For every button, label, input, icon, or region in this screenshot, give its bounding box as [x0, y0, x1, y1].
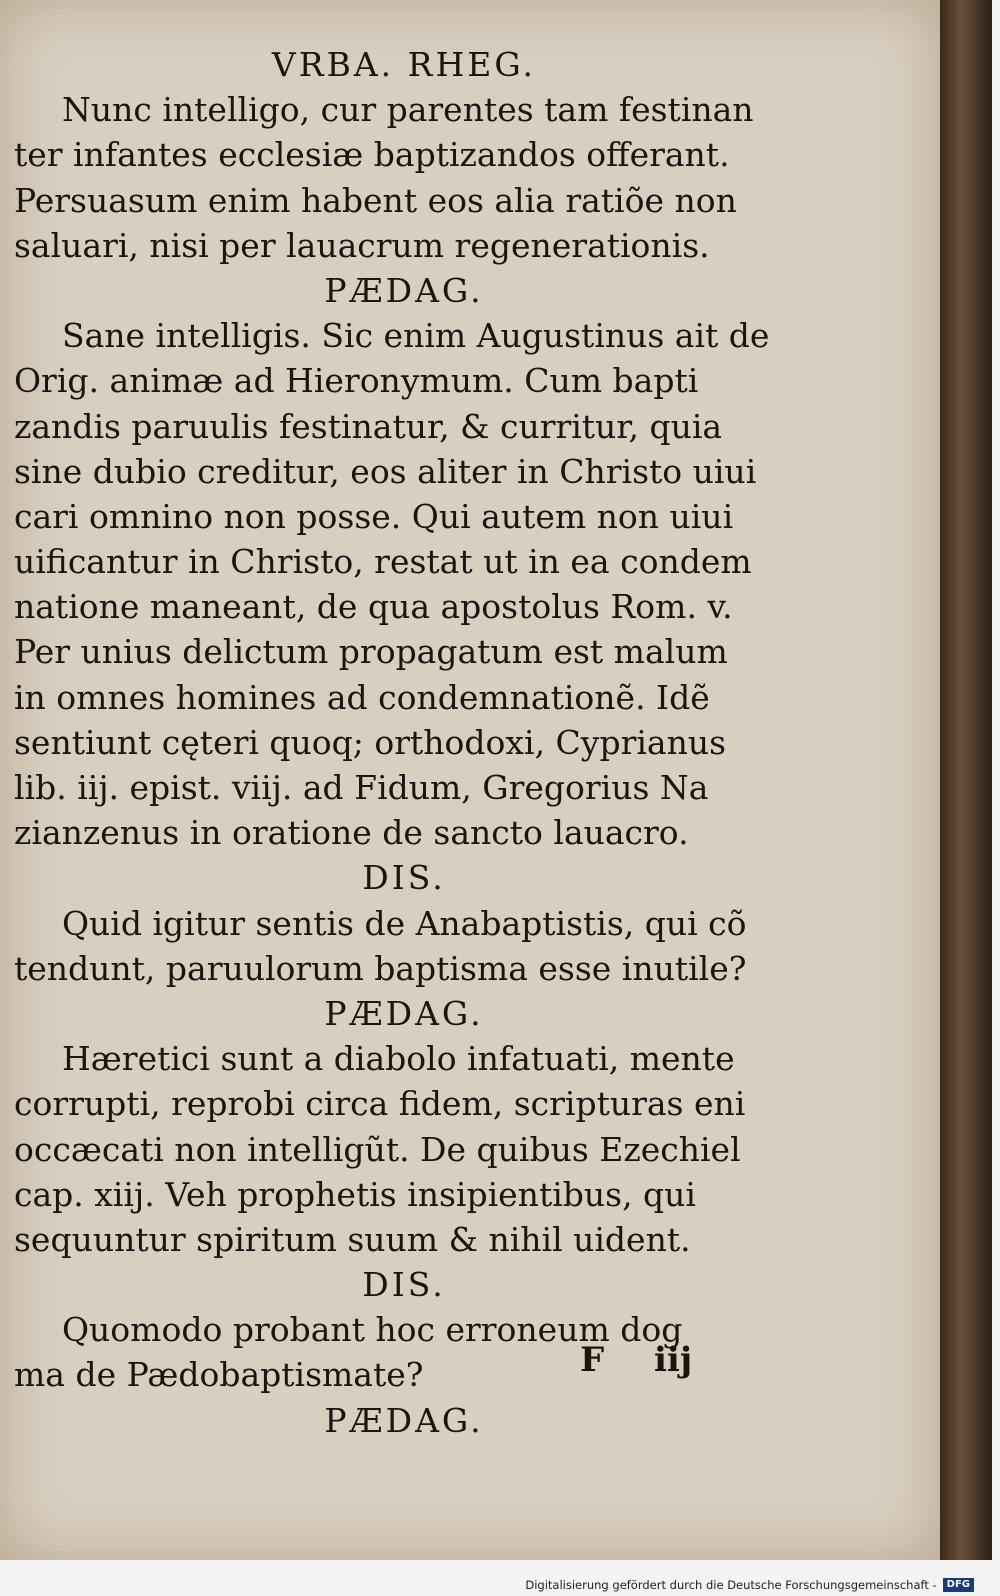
- text-line: corrupti, reprobi circa fidem, scripturas eni: [14, 1084, 746, 1124]
- text-line: saluari, nisi per lauacrum regenerationis.: [14, 225, 710, 265]
- speaker-label: PÆDAG.: [324, 993, 484, 1033]
- text-line: zandis paruulis festinatur, & curritur, quia: [14, 406, 723, 446]
- text-line: Hæretici sunt a diabolo infatuati, mente: [62, 1039, 735, 1079]
- text-line: Quomodo probant hoc erroneum dog: [62, 1310, 683, 1350]
- text-block: [14, 42, 794, 1443]
- text-line: Sane intelligis. Sic enim Augustinus ait de: [62, 316, 770, 356]
- speaker-label: PÆDAG.: [324, 1400, 484, 1440]
- text-line: zianzenus in oratione de sancto lauacro.: [14, 813, 689, 853]
- text-line: ma de Pædobaptismate?: [14, 1355, 424, 1395]
- text-line: Orig. animæ ad Hieronymum. Cum bapti: [14, 361, 699, 401]
- text-line: cap. xiij. Veh prophetis insipientibus, qui: [14, 1174, 696, 1214]
- text-line: cari omnino non posse. Qui autem non uiui: [14, 496, 734, 536]
- signature-letter: F: [580, 1340, 605, 1380]
- signature-mark: [580, 1340, 730, 1380]
- footer-credit: Digitalisierung gefördert durch die Deutsche Forschungsgemeinschaft -: [525, 1578, 937, 1592]
- text-line: Persuasum enim habent eos alia ratiõe non: [14, 180, 737, 220]
- speaker-label: DIS.: [362, 858, 446, 898]
- text-line: sequuntur spiritum suum & nihil uident.: [14, 1219, 691, 1259]
- digitization-footer: [525, 1578, 974, 1592]
- text-line: Nunc intelligo, cur parentes tam festinan: [62, 90, 754, 130]
- text-line: uificantur in Christo, restat ut in ea condem: [14, 542, 752, 582]
- text-line: Per unius delictum propagatum est malum: [14, 632, 728, 672]
- speaker-label: DIS.: [362, 1265, 446, 1305]
- text-line: lib. iij. epist. viij. ad Fidum, Gregorius Na: [14, 768, 709, 807]
- book-binding-edge: [940, 0, 992, 1560]
- text-line: tendunt, paruulorum baptisma esse inutile?: [14, 948, 747, 988]
- text-line: ter infantes ecclesiæ baptizandos offerant.: [14, 135, 730, 175]
- text-line: in omnes homines ad condemnationẽ. Idẽ: [14, 677, 710, 717]
- text-line: Quid igitur sentis de Anabaptistis, qui cõ: [62, 903, 747, 943]
- text-line: sine dubio creditur, eos aliter in Christo uiui: [14, 451, 757, 491]
- text-line: natione maneant, de qua apostolus Rom. v.: [14, 587, 733, 627]
- running-header: VRBA. RHEG.: [271, 45, 537, 84]
- text-line: occæcati non intelligũt. De quibus Ezechiel: [14, 1129, 741, 1169]
- dfg-logo: DFG: [943, 1578, 974, 1592]
- speaker-label: PÆDAG.: [324, 270, 484, 310]
- text-line: sentiunt cęteri quoq; orthodoxi, Cyprianus: [14, 722, 727, 762]
- signature-number: iij: [653, 1340, 693, 1380]
